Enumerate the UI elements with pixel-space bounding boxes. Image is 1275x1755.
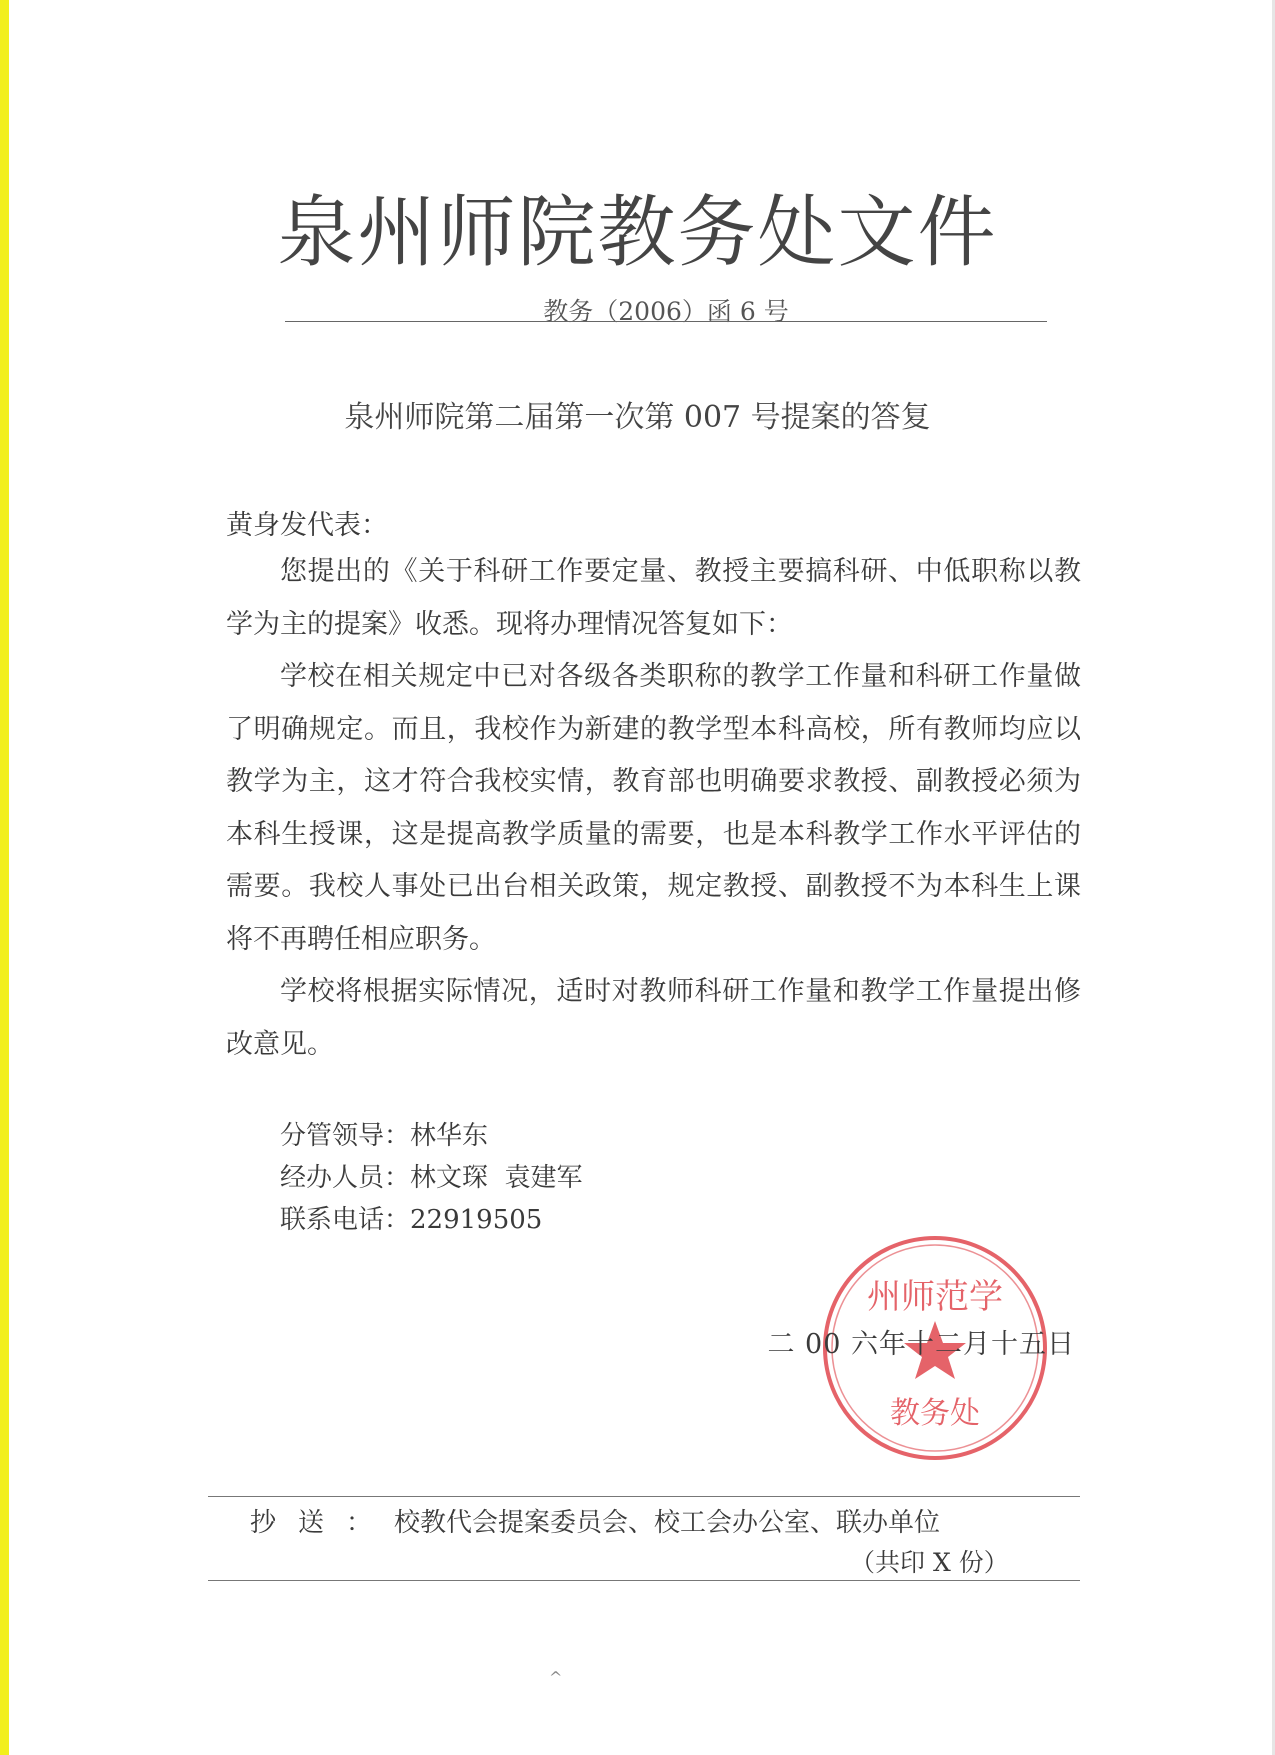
phone-value: 22919505 [410,1205,543,1235]
phone-row [280,1199,583,1241]
copies-count: （共印 X 份） [850,1548,1009,1577]
leader-row [280,1115,583,1157]
cc-top-rule [208,1496,1080,1497]
body-text [226,546,1081,1071]
cc-label: 抄送： [250,1508,395,1538]
paragraph-1: 您提出的《关于科研工作要定量、教授主要搞科研、中低职称以教学为主的提案》收悉。现将办理情况答复如下： [226,556,1081,640]
leader-value: 林华东 [410,1121,489,1151]
handler-label: 经办人员： [280,1163,411,1193]
document-subject: 泉州师院第二届第一次第 007 号提案的答复 [344,400,931,435]
paragraph-2: 学校在相关规定中已对各级各类职称的教学工作量和科研工作量做了明确规定。而且，我校作为新建的教学型本科高校，所有教师均应以教学为主，这才符合我校实情，教育部也明确要求教授、副教授必须为本科生授课，这是提高教学质量的需要，也是本科教学工作水平评估的需要。我校人事处已出台相关政策，规定教授、副教授不为本科生上课将不再聘任相应职务。 [226,661,1081,955]
issue-date: 二 00 六年十二月十五日 [767,1329,1075,1360]
scan-mark: ^ [549,1668,563,1687]
document-title: 泉州师院教务处文件 [277,188,998,278]
document-number: 教务（2006）函 6 号 [543,297,789,326]
svg-text:教务处: 教务处 [890,1396,980,1431]
cc-recipients: 校教代会提案委员会、校工会办公室、联办单位 [394,1508,941,1538]
contact-block [280,1115,583,1241]
paragraph-3: 学校将根据实际情况，适时对教师科研工作量和教学工作量提出修改意见。 [226,976,1081,1060]
svg-text:州师范学: 州师范学 [867,1277,1003,1317]
phone-label: 联系电话： [280,1205,411,1235]
salutation: 黄身发代表： [226,510,388,541]
leader-label: 分管领导： [280,1121,411,1151]
handler-value: 林文琛 袁建军 [410,1163,583,1193]
header-rule [285,321,1047,322]
cc-bottom-rule [208,1580,1080,1581]
handler-row [280,1157,583,1199]
cc-line [250,1502,940,1539]
